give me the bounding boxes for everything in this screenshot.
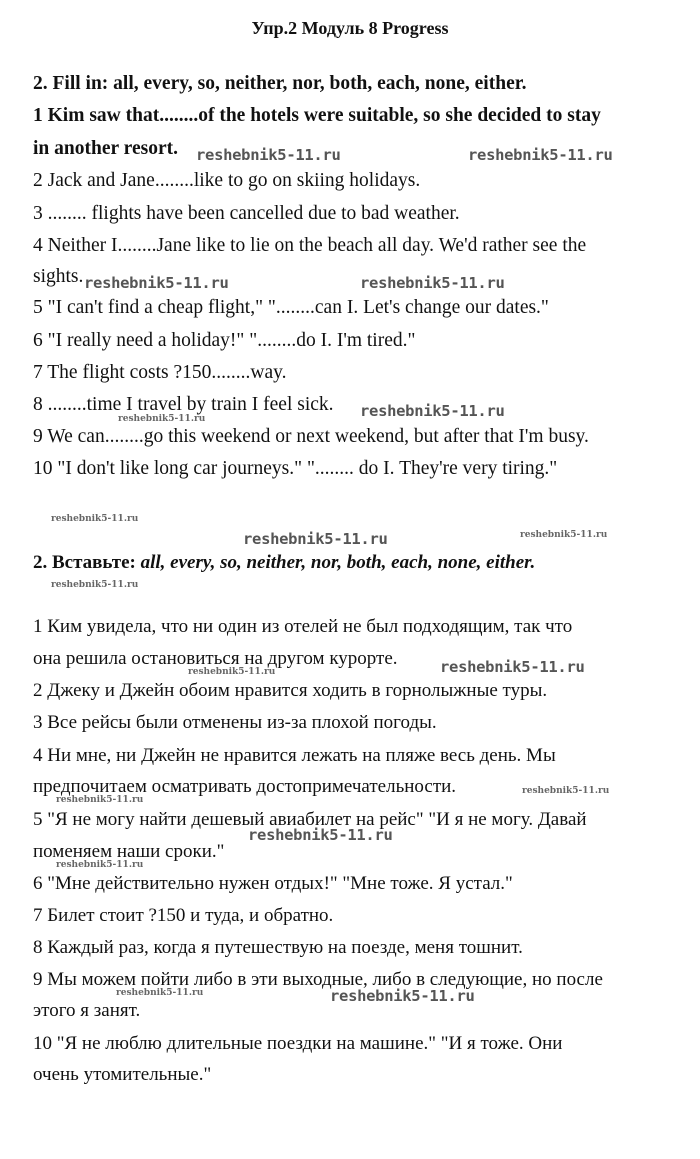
watermark: reshebnik5-11.ru xyxy=(248,826,393,844)
english-line: 4 Neither I........Jane like to lie on the beach all day. We'd rather see the xyxy=(33,235,587,256)
watermark: reshebnik5-11.ru xyxy=(243,530,388,548)
watermark: reshebnik5-11.ru xyxy=(440,658,585,676)
watermark: reshebnik5-11.ru xyxy=(468,146,613,164)
watermark-small: reshebnik5-11.ru xyxy=(118,414,206,424)
russian-line: предпочитаем осматривать достопримечательности. xyxy=(33,776,457,797)
page-title: Упр.2 Модуль 8 Progress xyxy=(251,18,449,38)
watermark-small: reshebnik5-11.ru xyxy=(56,860,144,870)
russian-line: 10 "Я не люблю длительные поездки на машине." "И я тоже. Они xyxy=(33,1033,563,1054)
english-heading: 2. Fill in: all, every, so, neither, nor, both, each, none, either. xyxy=(33,73,527,94)
english-line: 5 "I can't find a cheap flight," "........can I. Let's change our dates." xyxy=(33,297,549,318)
english-line: 6 "I really need a holiday!" "........do I. I'm tired." xyxy=(33,330,416,351)
watermark-small: reshebnik5-11.ru xyxy=(522,786,610,796)
russian-line: 1 Ким увидела, что ни один из отелей не был подходящим, так что xyxy=(33,616,573,637)
watermark: reshebnik5-11.ru xyxy=(84,274,229,292)
watermark-small: reshebnik5-11.ru xyxy=(51,580,139,590)
russian-line: 6 "Мне действительно нужен отдых!" "Мне тоже. Я устал." xyxy=(33,873,513,894)
watermark-small: reshebnik5-11.ru xyxy=(51,514,139,524)
russian-line: очень утомительные." xyxy=(33,1064,212,1085)
english-line: 9 We can........go this weekend or next weekend, but after that I'm busy. xyxy=(33,426,589,447)
russian-heading xyxy=(33,552,535,574)
watermark: reshebnik5-11.ru xyxy=(330,987,475,1005)
english-line: 8 ........time I travel by train I feel sick. xyxy=(33,394,334,415)
russian-line: 2 Джеку и Джейн обоим нравится ходить в горнолыжные туры. xyxy=(33,680,548,701)
russian-line: этого я занят. xyxy=(33,1000,141,1021)
watermark-small: reshebnik5-11.ru xyxy=(116,988,204,998)
russian-line: поменяем наши сроки." xyxy=(33,841,225,862)
english-line: 7 The flight costs ?150........way. xyxy=(33,362,287,383)
watermark: reshebnik5-11.ru xyxy=(360,274,505,292)
russian-line: 3 Все рейсы были отменены из-за плохой погоды. xyxy=(33,712,437,733)
russian-line: она решила остановиться на другом курорте. xyxy=(33,648,398,669)
watermark-small: reshebnik5-11.ru xyxy=(56,795,144,805)
russian-line: 5 "Я не могу найти дешевый авиабилет на рейс" "И я не могу. Давай xyxy=(33,809,587,830)
watermark-small: reshebnik5-11.ru xyxy=(520,530,608,540)
english-line: 1 Kim saw that........of the hotels were suitable, so she decided to stay xyxy=(33,105,601,126)
watermark: reshebnik5-11.ru xyxy=(360,402,505,420)
russian-heading-prefix: 2. Вставьте: xyxy=(33,552,141,573)
russian-line: 8 Каждый раз, когда я путешествую на поезде, меня тошнит. xyxy=(33,937,523,958)
russian-line: 4 Ни мне, ни Джейн не нравится лежать на пляже весь день. Мы xyxy=(33,745,556,766)
russian-line: 9 Мы можем пойти либо в эти выходные, либо в следующие, но после xyxy=(33,969,603,990)
english-line: sights. xyxy=(33,266,84,287)
english-line: 10 "I don't like long car journeys." "........ do I. They're very tiring." xyxy=(33,458,558,479)
watermark-small: reshebnik5-11.ru xyxy=(188,667,276,677)
watermark: reshebnik5-11.ru xyxy=(196,146,341,164)
russian-line: 7 Билет стоит ?150 и туда, и обратно. xyxy=(33,905,334,926)
russian-heading-words: all, every, so, neither, nor, both, each, none, either. xyxy=(140,552,536,573)
english-line: in another resort. xyxy=(33,138,178,159)
english-line: 2 Jack and Jane........like to go on skiing holidays. xyxy=(33,170,421,191)
english-line: 3 ........ flights have been cancelled due to bad weather. xyxy=(33,203,460,224)
